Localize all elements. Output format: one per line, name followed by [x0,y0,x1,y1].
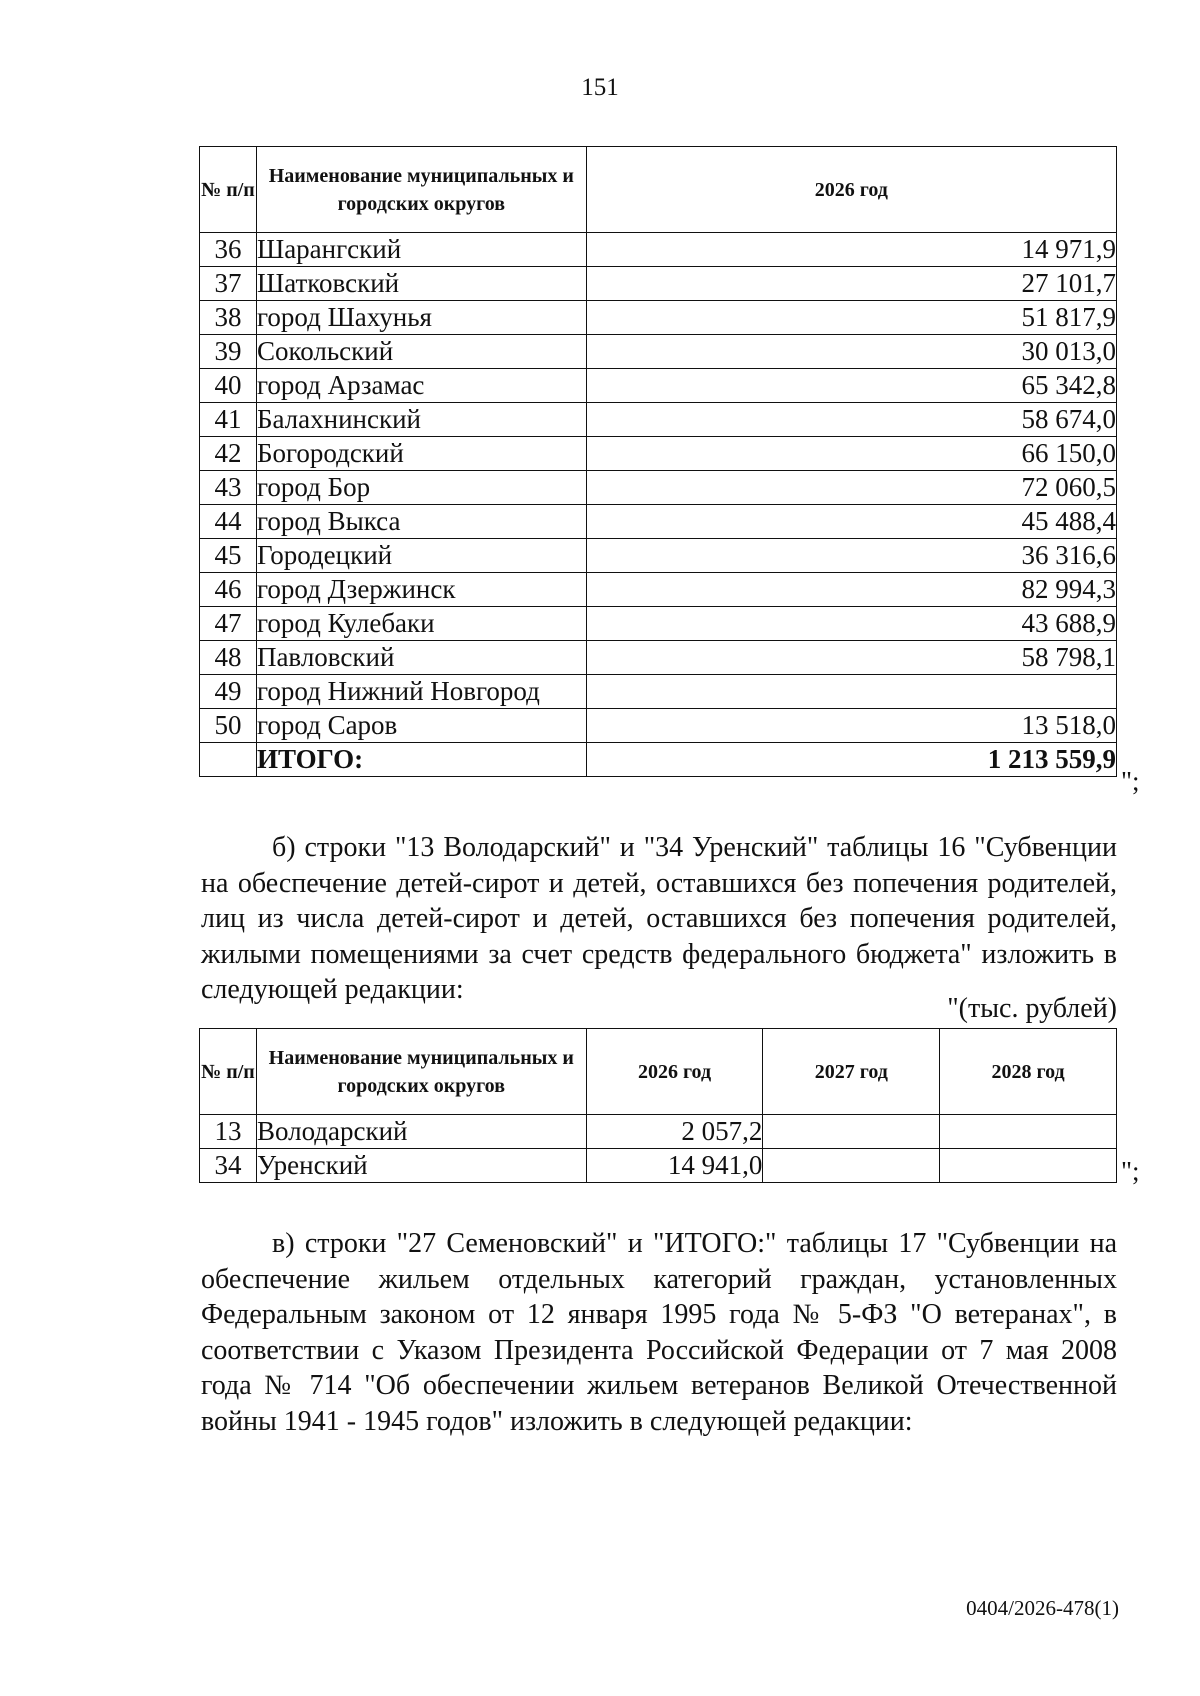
units-label: "(тыс. рублей) [947,993,1117,1024]
header-municipality: Наименование муниципальных и городских округов [256,147,586,233]
value-2026: 58 674,0 [586,403,1116,437]
municipality-name: Балахнинский [256,403,586,437]
municipality-name: город Дзержинск [256,573,586,607]
municipality-name: Городецкий [256,539,586,573]
document-code: 0404/2026-478(1) [966,1596,1119,1620]
municipality-name: город Шахунья [256,301,586,335]
table-row [200,505,1117,539]
table-row [200,539,1117,573]
municipality-name: Шарангский [256,233,586,267]
row-number: 44 [200,505,257,539]
row-number: 41 [200,403,257,437]
header-2026: 2026 год [586,1029,763,1115]
value-2028 [940,1115,1117,1149]
value-2026: 43 688,9 [586,607,1116,641]
header-2026: 2026 год [586,147,1116,233]
row-number: 48 [200,641,257,675]
row-number: 50 [200,709,257,743]
row-number: 47 [200,607,257,641]
municipality-name: Уренский [256,1149,586,1183]
table-row [200,607,1117,641]
value-2026: 13 518,0 [586,709,1116,743]
value-2026: 14 971,9 [586,233,1116,267]
municipality-name: Шатковский [256,267,586,301]
table-row [200,1149,1117,1183]
header-2028: 2028 год [940,1029,1117,1115]
table-2-closing-quote: "; [1121,1156,1140,1186]
municipality-name: Богородский [256,437,586,471]
table-1-body [200,233,1117,777]
table-row [200,233,1117,267]
municipality-name: город Нижний Новгород [256,675,586,709]
row-number: 38 [200,301,257,335]
table-row [200,437,1117,471]
row-number: 37 [200,267,257,301]
table-2-body [200,1115,1117,1183]
municipality-name: Сокольский [256,335,586,369]
row-number: 34 [200,1149,257,1183]
total-row [200,743,1117,777]
table-row [200,267,1117,301]
value-2027 [763,1149,940,1183]
paragraph-c: в) строки "27 Семеновский" и "ИТОГО:" таблицы 17 "Субвенции на обеспечение жильем отдельных категорий граждан, установленных Федеральным законом от 12 января 1995 года № 5-ФЗ "О ветеранах", в соответствии с Указом Президента Российской Федерации от 7 мая 2008 года № 714 "Об обеспечении жильем ветеранов Великой Отечественной войны 1941 - 1945 годов" изложить в следующей редакции: [201,1228,1117,1437]
table-row [200,709,1117,743]
header-municipality: Наименование муниципальных и городских округов [256,1029,586,1115]
table-row [200,641,1117,675]
value-2026: 58 798,1 [586,641,1116,675]
value-2026 [586,675,1116,709]
table-row [200,573,1117,607]
paragraph-b: б) строки "13 Володарский" и "34 Уренский" таблицы 16 "Субвенции на обеспечение детей-сирот и детей, оставшихся без попечения родителей, лиц из числа детей-сирот и детей, оставшихся без попечения родителей, жилыми помещениями за счет средств федерального бюджета" изложить в следующей редакции: [201,832,1117,1005]
value-2026: 51 817,9 [586,301,1116,335]
table-row [200,301,1117,335]
municipality-name: город Арзамас [256,369,586,403]
total-label: ИТОГО: [256,743,586,777]
value-2026: 14 941,0 [586,1149,763,1183]
value-2026: 2 057,2 [586,1115,763,1149]
municipality-name: Володарский [256,1115,586,1149]
table-row [200,675,1117,709]
table-row [200,1115,1117,1149]
header-2027: 2027 год [763,1029,940,1115]
value-2026: 66 150,0 [586,437,1116,471]
row-number: 42 [200,437,257,471]
subsidy-table-2 [199,1028,1117,1183]
header-no: № п/п [200,147,257,233]
value-2026: 82 994,3 [586,573,1116,607]
row-number: 49 [200,675,257,709]
subsidy-table-1 [199,146,1117,777]
value-2027 [763,1115,940,1149]
row-number: 39 [200,335,257,369]
row-number: 43 [200,471,257,505]
total-row-number [200,743,257,777]
municipality-name: город Бор [256,471,586,505]
row-number: 40 [200,369,257,403]
table-row [200,335,1117,369]
value-2028 [940,1149,1117,1183]
table-row [200,369,1117,403]
municipality-name: город Выкса [256,505,586,539]
row-number: 13 [200,1115,257,1149]
total-value: 1 213 559,9 [586,743,1116,777]
row-number: 36 [200,233,257,267]
value-2026: 45 488,4 [586,505,1116,539]
municipality-name: город Кулебаки [256,607,586,641]
value-2026: 30 013,0 [586,335,1116,369]
row-number: 46 [200,573,257,607]
municipality-name: Павловский [256,641,586,675]
value-2026: 27 101,7 [586,267,1116,301]
page-number: 151 [581,74,619,101]
table-row [200,471,1117,505]
value-2026: 72 060,5 [586,471,1116,505]
table-row [200,403,1117,437]
header-no: № п/п [200,1029,257,1115]
value-2026: 36 316,6 [586,539,1116,573]
municipality-name: город Саров [256,709,586,743]
table-1-closing-quote: "; [1121,766,1140,796]
row-number: 45 [200,539,257,573]
value-2026: 65 342,8 [586,369,1116,403]
